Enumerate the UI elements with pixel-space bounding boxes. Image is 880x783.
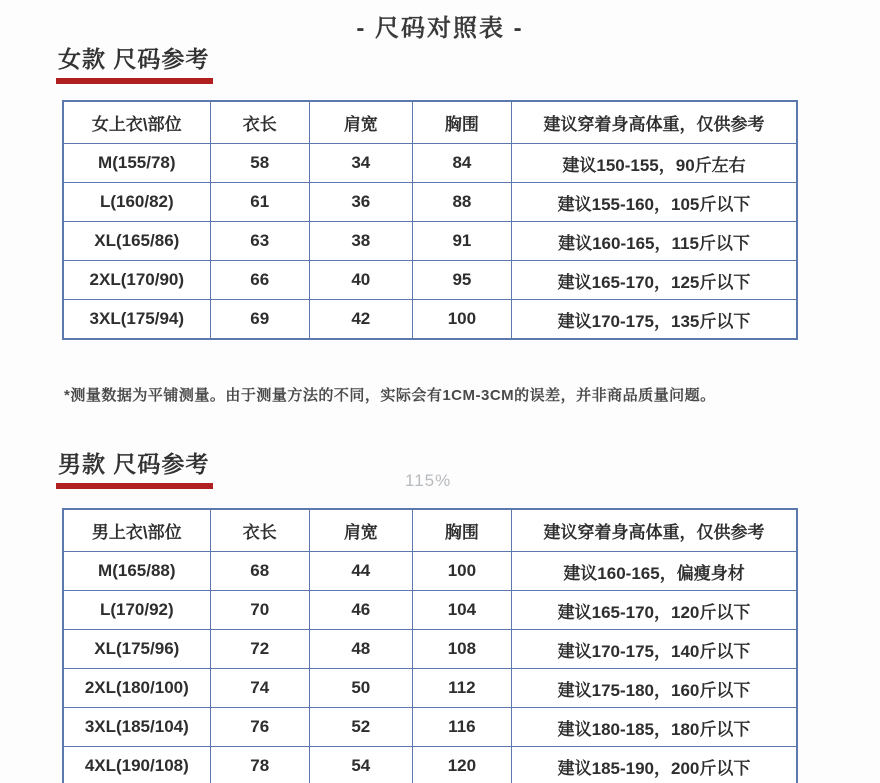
table-row: [63, 552, 797, 591]
table-cell: 112: [412, 669, 511, 708]
table-cell: 3XL(185/104): [63, 708, 210, 747]
zoom-level-watermark: 115%: [405, 471, 452, 490]
table-row: [63, 591, 797, 630]
table-cell: 建议170-175，135斤以下: [512, 300, 797, 340]
table-cell: 建议175-180，160斤以下: [512, 669, 797, 708]
table-cell: L(170/92): [63, 591, 210, 630]
table-cell: 38: [309, 222, 412, 261]
table-cell: 104: [412, 591, 511, 630]
table-row: [63, 708, 797, 747]
table-cell: 34: [309, 144, 412, 183]
table-cell: 84: [412, 144, 511, 183]
table-cell: 3XL(175/94): [63, 300, 210, 340]
table-row: [63, 669, 797, 708]
table-cell: 66: [210, 261, 309, 300]
page-title: - 尺码对照表 -: [356, 15, 524, 42]
column-header: 衣长: [210, 101, 309, 144]
table-cell: 95: [412, 261, 511, 300]
column-header: 肩宽: [309, 509, 412, 552]
men-size-table: [62, 508, 798, 783]
table-cell: 建议155-160，105斤以下: [512, 183, 797, 222]
table-cell: 建议180-185，180斤以下: [512, 708, 797, 747]
table-cell: M(165/88): [63, 552, 210, 591]
table-cell: 88: [412, 183, 511, 222]
table-cell: 42: [309, 300, 412, 340]
women-section: [0, 38, 880, 340]
table-cell: 100: [412, 552, 511, 591]
column-header: 建议穿着身高体重，仅供参考: [512, 101, 797, 144]
table-cell: 76: [210, 708, 309, 747]
table-cell: 78: [210, 747, 309, 783]
table-cell: 52: [309, 708, 412, 747]
table-row: [63, 183, 797, 222]
table-cell: 建议170-175，140斤以下: [512, 630, 797, 669]
table-row: [63, 261, 797, 300]
table-row: [63, 747, 797, 783]
table-cell: 70: [210, 591, 309, 630]
table-cell: 91: [412, 222, 511, 261]
column-header: 衣长: [210, 509, 309, 552]
table-cell: 建议165-170，120斤以下: [512, 591, 797, 630]
table-cell: 建议165-170，125斤以下: [512, 261, 797, 300]
women-section-heading: 女款 尺码参考: [56, 48, 213, 84]
table-cell: 建议185-190，200斤以下: [512, 747, 797, 783]
table-cell: 72: [210, 630, 309, 669]
table-cell: 63: [210, 222, 309, 261]
table-cell: 2XL(180/100): [63, 669, 210, 708]
table-cell: 2XL(170/90): [63, 261, 210, 300]
table-cell: 建议150-155，90斤左右: [512, 144, 797, 183]
column-header: 建议穿着身高体重，仅供参考: [512, 509, 797, 552]
measurement-note: *测量数据为平铺测量。由于测量方法的不同，实际会有1CM-3CM的误差，并非商品质量问题。: [64, 387, 716, 404]
table-row: [63, 144, 797, 183]
table-cell: 4XL(190/108): [63, 747, 210, 783]
men-section-heading: 男款 尺码参考: [56, 453, 213, 489]
table-cell: 40: [309, 261, 412, 300]
table-cell: 58: [210, 144, 309, 183]
table-cell: 48: [309, 630, 412, 669]
table-cell: 50: [309, 669, 412, 708]
women-size-table: [62, 100, 798, 340]
header-row: [63, 509, 797, 552]
table-cell: 74: [210, 669, 309, 708]
table-cell: L(160/82): [63, 183, 210, 222]
table-cell: XL(175/96): [63, 630, 210, 669]
header-row: [63, 101, 797, 144]
table-cell: 68: [210, 552, 309, 591]
column-header: 女上衣\部位: [63, 101, 210, 144]
table-cell: 120: [412, 747, 511, 783]
table-cell: M(155/78): [63, 144, 210, 183]
table-cell: 54: [309, 747, 412, 783]
men-section: [0, 443, 880, 783]
column-header: 胸围: [412, 101, 511, 144]
column-header: 男上衣\部位: [63, 509, 210, 552]
table-row: [63, 630, 797, 669]
table-cell: XL(165/86): [63, 222, 210, 261]
table-cell: 61: [210, 183, 309, 222]
table-cell: 36: [309, 183, 412, 222]
table-row: [63, 222, 797, 261]
table-cell: 44: [309, 552, 412, 591]
column-header: 胸围: [412, 509, 511, 552]
table-cell: 建议160-165，偏瘦身材: [512, 552, 797, 591]
table-row: [63, 300, 797, 340]
table-cell: 108: [412, 630, 511, 669]
column-header: 肩宽: [309, 101, 412, 144]
table-cell: 116: [412, 708, 511, 747]
table-cell: 69: [210, 300, 309, 340]
table-cell: 100: [412, 300, 511, 340]
table-cell: 46: [309, 591, 412, 630]
table-cell: 建议160-165，115斤以下: [512, 222, 797, 261]
